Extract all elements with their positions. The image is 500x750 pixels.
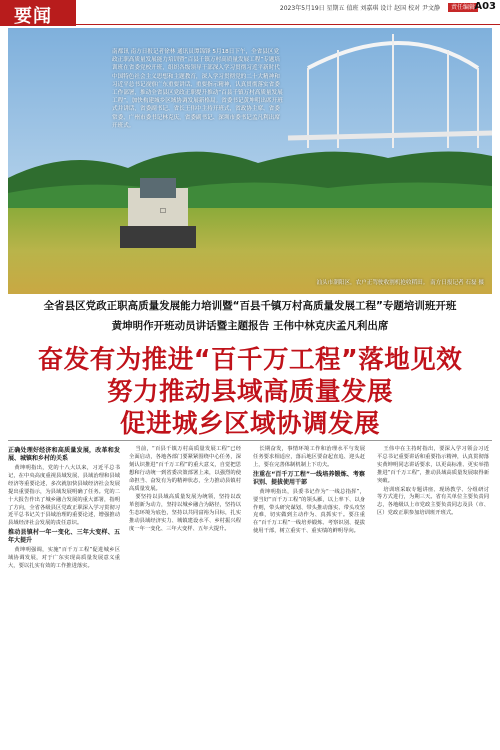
photo-caption: 南都讯 南方日报记者徐林 通讯员谭锦锋 5月18日下午，全省县区党政正职高质量发展能力培训暨“百县千镇万村高质量发展工程”专题培训班在省委党校开班，组织各级领导干部深入学习贯彻习近平新时代中国特色社会主义思想和主题教育，深入学习贯彻党的二十大精神和习近平总书记视察广东重要讲话、重要指示精神，认真贯彻落实省委工作部署，推动全省县区党政正职提升推动“百县千镇万村高质量发展工程”，加快构建城乡区域协调发展新格局。省委书记黄坤明出席开班式并讲话，省委副书记、省长王伟中主持开班式，省政协主席、省委常委、广州市委书记林克庆，省委副书记、深圳市委书记孟凡利出席开班式。	[112, 49, 283, 129]
header-rule	[76, 24, 500, 25]
paragraph: 要坚持以县域高质量发展为统领，坚持以改革创新为动力，坚持以城乡融合为路径，坚持以生态环境为底色，坚持以共同富裕为目标，扎实推动县域经济实力、城镇建设水平、乡村振兴程度一年一变化、三年大变样、五年大提升。	[129, 494, 241, 533]
issue-info: 2023年5月19日 星期五 值班 刘嘉琪 设计 赵国 校对 尹文静	[279, 5, 440, 12]
section-heading: 注重在“百千万工程”一线培养锻炼、考察识别、提拔使用干部	[253, 470, 365, 486]
paragraph: 长期奋发，事情环境工作和治理水平与发展任务要求相适应，落后地区要奋起直追、迎头赶上，要在完善体制机制上下功夫。	[253, 446, 365, 468]
divider	[8, 440, 492, 441]
article-column-4	[377, 446, 489, 519]
headline-line-1: 奋发有为推进“百千万工程”落地见效	[37, 345, 463, 375]
photo-credit: 汕头市潮阳区，农户正驾驶收割机抢收稻田。 南方日报记者 石磊 摄	[316, 280, 484, 286]
paragraph: 黄坤明指出，党的十八大以来，习近平总书记，在中央高度重视县域发展、县域治理和县域经济等重要论述，多次就加快县域经济社会发展提出重要指示，为县域发展明确了任务。党的二十大报告作出了城乡融合发展的重大部署，指明了方向，全省各级县区党政正职深入学习贯彻习近平总书记关于县域治理的重要论述，增强推动县域经济社会发展的责任意识。	[8, 465, 120, 527]
article-column-3	[253, 446, 365, 537]
kicker-line: 全省县区党政正职高质量发展能力培训暨“百县千镇万村高质量发展工程”专题培训班开班	[43, 300, 457, 312]
article-column-1	[8, 446, 120, 572]
lead-photo	[8, 28, 492, 294]
paragraph: 王伟中在主持时指出，要深入学习领会习近平总书记重要讲话和重要指示精神，认真贯彻落实黄坤明同志讲话要求，以更高标准、更实举措推进“百千万工程”，推动县域高质量发展取得新突破。	[377, 446, 489, 484]
section-badge	[0, 0, 76, 26]
svg-text:☐: ☐	[159, 207, 167, 215]
section-heading: 正确处理好经济和高质量发展，改革和发展、城镇和乡村的关系	[8, 447, 120, 462]
paragraph: 黄坤明指出，县委书记作为“一线总指挥”，要当好“百千万工程”的领头雁，以上率下、以身作则，带头研究谋划、带头推动落实、带头攻坚克难，切实做到主动作为、真抓实干。要注重在“百千万工程”一线培养锻炼、考察识别、提拔使用干部，树立重实干、重实绩的鲜明导向。	[253, 488, 365, 535]
section-title: 要闻	[14, 6, 52, 27]
paragraph: 培训班采取专题讲座、现场教学、分组研讨等方式进行，为期三天。省有关单位主要负责同志，各地级以上市党政主要负责同志及县（市、区）党政正职参加培训班开班式。	[377, 486, 489, 517]
headline-line-3: 促进城乡区域协调发展	[119, 409, 380, 439]
section-heading: 推动县镇村一年一变化、三年大变样、五年大提升	[8, 529, 120, 545]
subheadline: 黄坤明作开班动员讲话暨主题报告 王伟中林克庆孟凡利出席	[111, 320, 389, 332]
editor-tag: 责任编辑	[448, 3, 478, 12]
headline-line-2: 努力推动县域高质量发展	[106, 377, 393, 407]
page-number: A03	[474, 1, 496, 12]
paragraph: 当前，“百县千镇万村高质量发展工程”已经全面启动，各地各部门要紧紧围绕中心任务，深刻认识推进“百千万工程”的重大意义，自觉把思想和行动统一到省委决策部署上来，以强烈的使命担当、奋发有为的精神状态，全力推动县镇村高质量发展。	[129, 446, 241, 492]
article-column-2	[129, 446, 241, 535]
page-header	[0, 0, 500, 26]
paragraph: 黄坤明强调，实施“百千万工程”促进城乡区域协调发展，对于广东实现高质量发展意义重大，要以扎实有效的工作推进落实。	[8, 547, 120, 570]
